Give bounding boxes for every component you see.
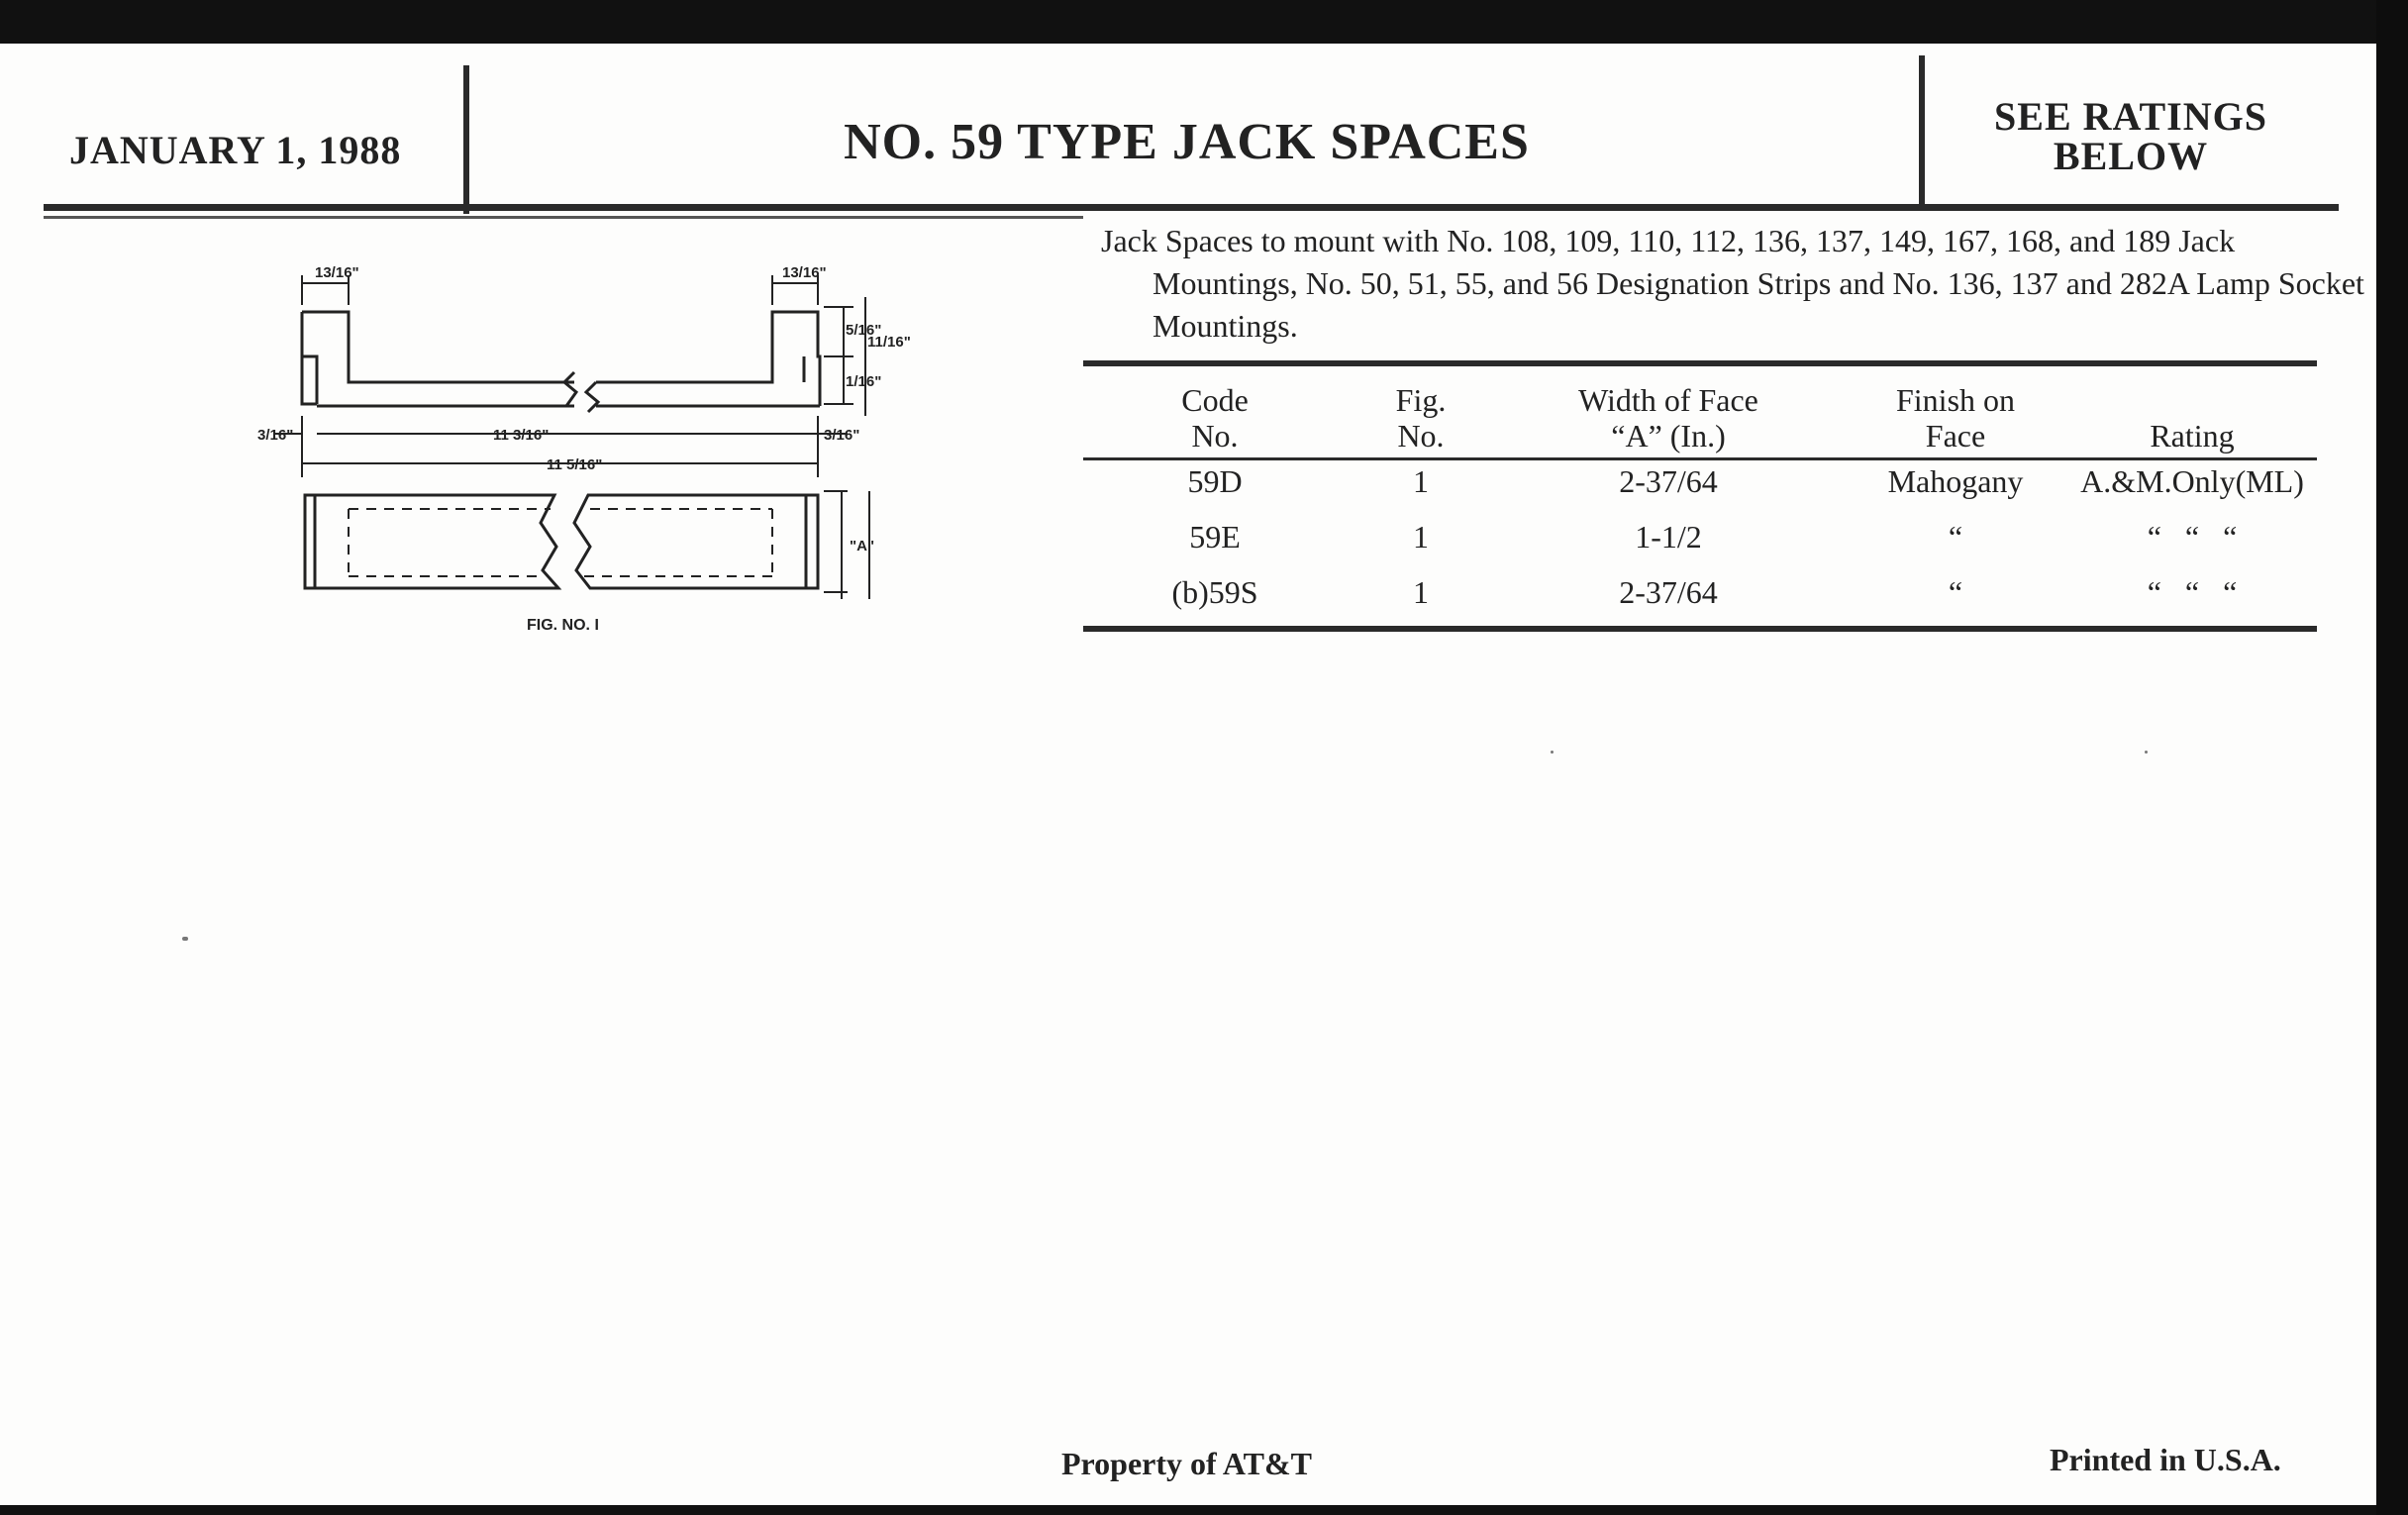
dim-right-top1-label: 5/16" — [846, 322, 882, 339]
face-outline-left — [305, 495, 558, 588]
col-rating-header — [2069, 372, 2315, 454]
cell-rating: A.&M.Only(ML) — [2080, 462, 2304, 499]
dim-right-mid-label: 1/16" — [846, 373, 882, 390]
scan-speck — [1551, 751, 1554, 754]
scan-edge — [2376, 0, 2408, 1515]
col-width-line2: “A” (In.) — [1611, 418, 1726, 454]
header-underline — [44, 204, 2339, 211]
figure-caption: FIG. NO. I — [527, 617, 599, 634]
table-row — [1083, 454, 2315, 509]
col-width-header — [1495, 372, 1842, 454]
col-width-line1: Width of Face — [1578, 382, 1758, 418]
cell-rating: “ “ “ — [2147, 518, 2238, 555]
cell-fig: 1 — [1413, 518, 1429, 555]
cell-width: 2-37/64 — [1619, 462, 1718, 499]
col-fig-line2: No. — [1397, 418, 1445, 454]
dim-face-label: "A" — [850, 538, 875, 555]
dim-right-top2-label: 11/16" — [867, 334, 911, 351]
table-row — [1083, 564, 2315, 620]
table-header-row — [1083, 372, 2315, 454]
cell-width: 1-1/2 — [1635, 518, 1702, 555]
cell-finish: “ — [1948, 518, 1963, 555]
footer-printed: Printed in U.S.A. — [2050, 1442, 2281, 1477]
dim-top-right-label: 13/16" — [782, 264, 827, 281]
table-bottom-rule — [1083, 626, 2317, 632]
profile-right — [596, 312, 820, 406]
col-code-line1: Code — [1181, 382, 1249, 418]
dim-inner-label: 11 3/16" — [493, 427, 550, 444]
cell-code: 59E — [1189, 518, 1241, 555]
scan-speck — [2145, 751, 2148, 754]
cell-finish: “ — [1948, 573, 1963, 610]
footer-property: Property of AT&T — [1061, 1446, 1312, 1481]
cell-fig: 1 — [1413, 573, 1429, 610]
dim-right-vert — [824, 297, 865, 416]
col-code-header — [1083, 372, 1347, 454]
profile-left-step — [302, 356, 317, 404]
cell-rating: “ “ “ — [2147, 573, 2238, 610]
scan-speck — [182, 937, 188, 941]
table-top-rule — [1083, 360, 2317, 366]
page-title-text: NO. 59 TYPE JACK SPACES — [844, 114, 1530, 170]
break-mark-top — [564, 372, 576, 406]
table-row — [1083, 509, 2315, 564]
dim-right-label: 3/16" — [824, 427, 860, 444]
jack-spaces-table — [1083, 372, 2315, 620]
issue-date: JANUARY 1, 1988 — [69, 128, 402, 172]
col-rating-line2: Rating — [2150, 418, 2235, 454]
ratings-note — [1923, 94, 2339, 178]
col-fig-header — [1347, 372, 1495, 454]
header-underline-left-extension — [44, 216, 1083, 219]
col-finish-line2: Face — [1925, 418, 1986, 454]
dim-overall-label: 11 5/16" — [547, 456, 603, 473]
ratings-note-line1: SEE RATINGS — [1994, 94, 2267, 139]
col-fig-line1: Fig. — [1395, 382, 1447, 418]
ratings-note-line2: BELOW — [2053, 134, 2209, 178]
dim-left-label: 3/16" — [257, 427, 294, 444]
cell-finish: Mahogany — [1887, 462, 2024, 499]
cell-fig: 1 — [1413, 462, 1429, 499]
cell-code: 59D — [1187, 462, 1243, 499]
col-finish-header — [1842, 372, 2069, 454]
intro-paragraph: Jack Spaces to mount with No. 108, 109, 110, 112, 136, 137, 149, 167, 168, and 189 Jack Mountings, No. 50, 51, 55, and 56 Designation Strips and No. 136, 137 and 282A Lamp Socket Mountings. — [1101, 223, 2364, 344]
profile-left — [302, 312, 574, 382]
cell-width: 2-37/64 — [1619, 573, 1718, 610]
fig-1-drawing — [257, 257, 911, 673]
col-finish-line1: Finish on — [1895, 382, 2016, 418]
col-code-line2: No. — [1191, 418, 1239, 454]
cell-code: (b)59S — [1171, 573, 1258, 610]
dim-top-left-label: 13/16" — [315, 264, 359, 281]
